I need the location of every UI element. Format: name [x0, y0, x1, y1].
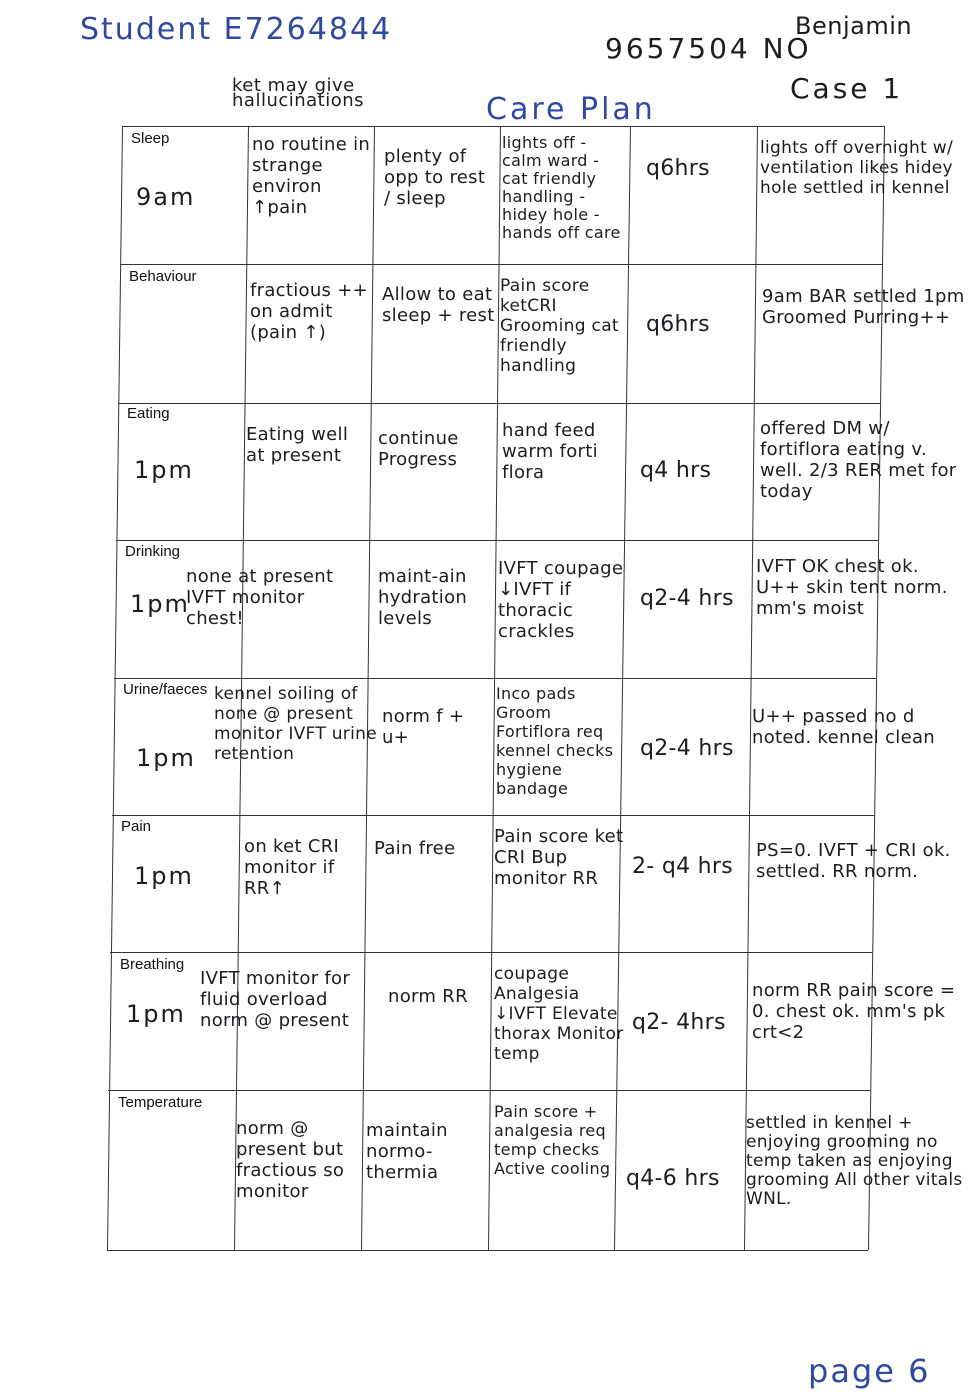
table-rule	[118, 403, 880, 404]
row-label: Eating	[127, 405, 170, 422]
row-time: 9am	[136, 183, 196, 211]
intervention-cell: lights off - calm ward - cat friendly handling - hidey hole - hands off care	[502, 133, 621, 242]
frequency-cell: q2- 4hrs	[632, 1010, 726, 1035]
goal-cell: maintain normo-thermia	[366, 1120, 448, 1183]
problem-cell: none at present IVFT monitor chest!	[186, 566, 334, 629]
row-time: 1pm	[130, 590, 190, 618]
row-time: 1pm	[134, 862, 194, 890]
evaluation-cell: IVFT OK chest ok. U++ skin tent norm. mm's moist	[756, 556, 948, 619]
evaluation-cell: settled in kennel + enjoying grooming no temp taken as enjoying grooming All other vitals WNL.	[746, 1113, 963, 1209]
evaluation-cell: offered DM w/ fortiflora eating v. well. 2/3 RER met for today	[760, 418, 957, 502]
intervention-cell: coupage Analgesia ↓IVFT Elevate thorax Monitor temp	[494, 964, 624, 1064]
row-label: Pain	[121, 818, 152, 835]
intervention-cell: Pain score ketCRI Grooming cat friendly handling	[500, 276, 619, 376]
frequency-cell: q2-4 hrs	[640, 586, 734, 611]
frequency-cell: q6hrs	[646, 156, 710, 181]
table-rule	[120, 264, 882, 265]
evaluation-cell: lights off overnight w/ ventilation likes hidey hole settled in kennel	[760, 138, 953, 198]
page-title: Care Plan	[486, 92, 656, 127]
goal-cell: norm RR	[388, 986, 468, 1007]
intervention-cell: hand feed warm forti flora	[502, 420, 598, 483]
goal-cell: maint-ain hydration levels	[378, 566, 468, 629]
row-time: 1pm	[134, 456, 194, 484]
table-rule	[116, 540, 878, 541]
frequency-cell: q2-4 hrs	[640, 736, 734, 761]
row-label: Drinking	[125, 543, 181, 560]
evaluation-cell: norm RR pain score = 0. chest ok. mm's pk crt<2	[752, 980, 956, 1043]
frequency-cell: q4 hrs	[640, 458, 712, 483]
row-time: 1pm	[136, 744, 196, 772]
page-number: page 6	[808, 1352, 931, 1390]
problem-cell: fractious ++ on admit (pain ↑)	[250, 280, 369, 343]
intervention-cell: Pain score ket CRI Bup monitor RR	[494, 826, 624, 889]
problem-cell: kennel soiling of none @ present monitor IVFT urine retention	[214, 684, 377, 764]
evaluation-cell: 9am BAR settled 1pm Groomed Purring++	[762, 286, 965, 328]
row-time: 1pm	[126, 1000, 186, 1028]
problem-cell: norm @ present but fractious so monitor	[236, 1118, 345, 1202]
frequency-cell: q4-6 hrs	[626, 1166, 720, 1191]
evaluation-cell: PS=0. IVFT + CRI ok. settled. RR norm.	[756, 840, 951, 882]
frequency-cell: q6hrs	[646, 312, 710, 337]
table-rule	[744, 126, 758, 1250]
row-label: Urine/faeces	[123, 681, 208, 698]
intervention-cell: Pain score + analgesia req temp checks Active cooling	[494, 1102, 611, 1178]
case-number: Case 1	[790, 72, 904, 105]
goal-cell: plenty of opp to rest / sleep	[384, 146, 486, 209]
margin-note: ket may give hallucinations	[232, 75, 365, 111]
problem-cell: Eating well at present	[246, 424, 349, 466]
table-rule	[107, 1250, 868, 1251]
row-label: Temperature	[118, 1094, 203, 1111]
intervention-cell: IVFT coupage ↓IVFT if thoracic crackles	[498, 558, 624, 642]
table-rule	[122, 126, 884, 127]
row-label: Sleep	[131, 130, 170, 147]
patient-name: Benjamin	[795, 12, 913, 40]
goal-cell: Allow to eat sleep + rest	[382, 284, 495, 326]
problem-cell: no routine in strange environ ↑pain	[252, 134, 371, 218]
row-label: Breathing	[120, 956, 185, 973]
problem-cell: IVFT monitor for fluid overload norm @ present	[200, 968, 351, 1031]
goal-cell: Pain free	[374, 838, 456, 859]
intervention-cell: Inco pads Groom Fortiflora req kennel checks hygiene bandage	[496, 684, 614, 798]
problem-cell: on ket CRI monitor if RR↑	[244, 836, 340, 899]
goal-cell: norm f + u+	[382, 706, 465, 748]
frequency-cell: 2- q4 hrs	[632, 854, 734, 879]
patient-id: 9657504 NO	[605, 32, 812, 65]
student-id: Student E7264844	[80, 12, 393, 47]
goal-cell: continue Progress	[378, 428, 459, 470]
table-rule	[107, 126, 123, 1250]
row-label: Behaviour	[129, 268, 197, 285]
evaluation-cell: U++ passed no d noted. kennel clean	[752, 706, 936, 748]
